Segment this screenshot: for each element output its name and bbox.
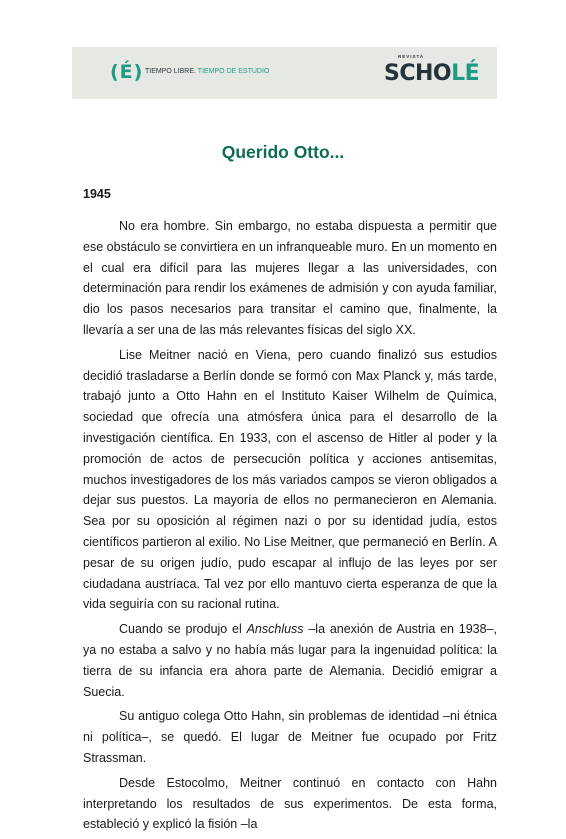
publisher-logo <box>110 61 143 83</box>
paragraph-text: Cuando se produjo el <box>119 622 247 637</box>
tagline-part2: TIEMPO DE ESTUDIO <box>197 68 270 75</box>
section-year: 1945 <box>83 187 111 201</box>
paragraph: No era hombre. Sin embargo, no estaba dispuesta a permitir que ese obstáculo se convirtiera en un infranqueable muro. En un momento en el cual era difícil para las mujeres llegar a las universidades, con determinación para rendir los exámenes de admisión y con ayuda familiar, dio los pasos necesarios para transitar el camino que, finalmente, la llevaría a ser una de las más relevantes físicas del siglo XX. <box>83 219 497 337</box>
article-title: Querido Otto... <box>221 142 345 162</box>
magazine-logo <box>384 61 479 86</box>
paragraph-text: –la anexión de Austria en 1938–, ya no estaba a salvo y no había más lugar para la ingenuidad política: la tierra de su infancia era ahora parte de Alemania. Decidió emigrar a Suecia. <box>83 622 498 699</box>
paragraph <box>83 619 497 702</box>
magazine-kicker: REVISTA <box>398 54 425 59</box>
emphasis-term: Anschluss <box>246 622 304 637</box>
header-band <box>72 47 497 99</box>
publisher-logo-text: (É) <box>110 61 144 83</box>
magazine-name-part1: SCHO <box>384 61 452 86</box>
paragraph: Su antiguo colega Otto Hahn, sin problemas de identidad –ni étnica ni política–, se quedó. El lugar de Meitner fue ocupado por Fritz Strassman. <box>83 709 497 765</box>
tagline-part1: TIEMPO LIBRE. <box>145 68 196 75</box>
paragraph: Desde Estocolmo, Meitner continuó en contacto con Hahn interpretando los resultados de sus experimentos. De esta forma, estableció y explicó la fisión –la <box>83 775 497 832</box>
article-body <box>83 216 497 839</box>
publisher-tagline <box>145 68 269 75</box>
paragraph: Lise Meitner nació en Viena, pero cuando finalizó sus estudios decidió trasladarse a Berlín donde se formó con Max Planck y, más tarde, trabajó junto a Otto Hahn en el Instituto Kaiser Wilhelm de Química, sociedad que ofrecía una atmósfera única para el desarrollo de la investigación científica. En 1933, con el ascenso de Hitler al poder y la promoción de actos de persecución política y acciones antisemitas, muchos investigadores de los más variados campos se vieron obligados a dejar sus puestos. La mayoría de ellos no permanecieron en Alemania. Sea por su oposición al régimen nazi o por su identidad judía, estos científicos partieron al exilio. No Lise Meitner, que permaneció en Berlín. A pesar de su origen judío, pudo escapar al influjo de las leyes por ser ciudadana austríaca. Tal vez por ello mantuvo cierta esperanza de que la vida seguiría con su racional rutina. <box>83 347 497 612</box>
magazine-name-part2: LÉ <box>451 61 480 86</box>
